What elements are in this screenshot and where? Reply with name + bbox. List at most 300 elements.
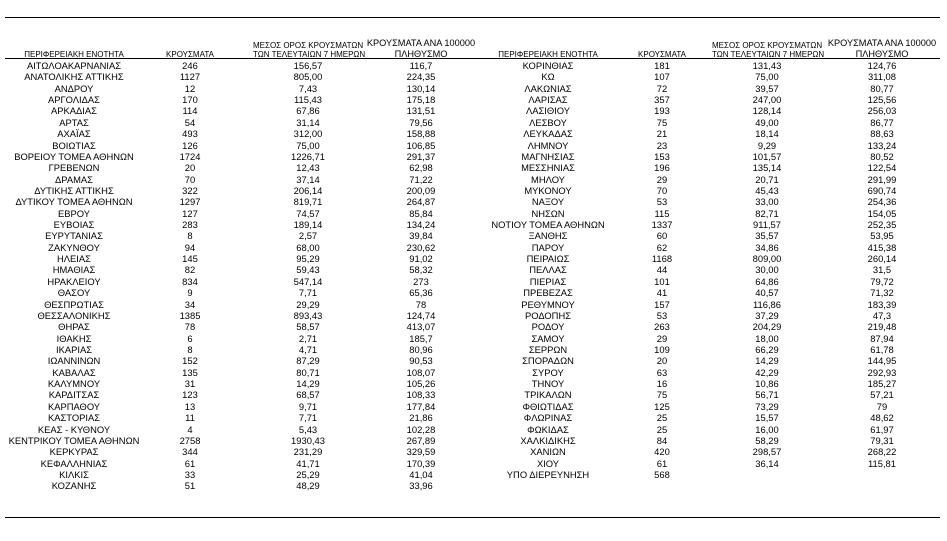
table-row	[480, 196, 942, 207]
region-cell: ΚΑΛΥΜΝΟΥ	[47, 378, 101, 390]
right-table-body	[480, 60, 942, 480]
table-row	[5, 128, 480, 139]
region-cell: ΖΑΚΥΝΘΟΥ	[48, 241, 100, 253]
per100k-cell: 79,72	[870, 275, 894, 287]
cases-cell: 263	[654, 321, 670, 333]
avg7-cell: 75,00	[755, 71, 779, 83]
region-cell: ΛΑΚΩΝΙΑΣ	[524, 82, 572, 94]
cases-cell: 123	[182, 389, 198, 401]
cases-cell: 20	[184, 162, 196, 174]
avg7-cell: 819,71	[293, 196, 323, 208]
cases-cell: 63	[656, 366, 668, 378]
avg7-cell: 116,86	[753, 298, 781, 310]
avg7-cell: 58,29	[755, 434, 779, 446]
table-row	[480, 333, 942, 344]
avg7-cell: 547,14	[293, 275, 323, 287]
per100k-cell: 690,74	[867, 184, 897, 196]
table-row	[480, 389, 942, 400]
region-cell: ΚΕΑΣ - ΚΥΘΝΟΥ	[37, 423, 111, 435]
table-row	[5, 321, 480, 332]
region-cell: ΗΡΑΚΛΕΙΟΥ	[47, 275, 101, 287]
cases-cell: 84	[656, 434, 668, 446]
per100k-cell: 291,37	[406, 150, 436, 162]
region-cell: ΚΙΛΚΙΣ	[59, 468, 89, 480]
avg7-cell: 805,00	[293, 71, 323, 83]
cases-cell: 29	[656, 173, 668, 185]
per100k-cell: 130,14	[406, 82, 436, 94]
cases-cell: 70	[184, 173, 196, 185]
cases-cell: 1127	[179, 71, 201, 83]
right-table-header	[480, 38, 942, 60]
avg7-cell: 87,29	[296, 355, 320, 367]
region-cell: ΑΙΤΩΛΟΑΚΑΡΝΑΝΙΑΣ	[26, 60, 122, 71]
avg7-cell: 128,14	[752, 105, 782, 117]
per100k-cell: 291,99	[867, 173, 897, 185]
avg7-cell: 68,00	[296, 241, 320, 253]
per100k-cell: 61,97	[870, 423, 894, 435]
per100k-cell: 53,95	[870, 230, 894, 242]
per100k-cell: 252,35	[867, 219, 897, 231]
table-row	[480, 367, 942, 378]
bottom-rule	[5, 517, 940, 518]
region-cell: ΛΑΡΙΣΑΣ	[528, 94, 568, 106]
table-row	[5, 367, 480, 378]
avg7-cell: 45,43	[755, 184, 779, 196]
cases-cell: 61	[656, 457, 668, 469]
table-row	[5, 458, 480, 469]
region-cell: ΙΩΑΝΝΙΝΩΝ	[47, 355, 101, 367]
per100k-cell: 158,88	[406, 128, 436, 140]
cases-cell: 53	[656, 309, 668, 321]
per100k-cell: 175,18	[406, 94, 436, 106]
cases-cell: 78	[184, 321, 196, 333]
cases-cell: 420	[654, 446, 670, 458]
region-cell: ΣΠΟΡΑΔΩΝ	[522, 355, 574, 367]
per100k-cell: 256,03	[867, 105, 897, 117]
table-row	[480, 310, 942, 321]
cases-cell: 1724	[179, 150, 201, 162]
per100k-cell: 144,95	[867, 355, 897, 367]
table-row	[5, 389, 480, 400]
table-row	[5, 196, 480, 207]
avg7-cell: 5,43	[298, 423, 318, 435]
per100k-cell: 273	[413, 275, 429, 287]
avg7-cell: 893,43	[293, 309, 323, 321]
table-row	[5, 105, 480, 116]
region-cell: ΡΟΔΟΥ	[531, 321, 565, 333]
per100k-cell: 415,38	[867, 241, 897, 253]
cases-cell: 61	[184, 457, 196, 469]
header-per-100k	[365, 38, 477, 60]
region-cell: ΛΗΜΝΟΥ	[527, 139, 569, 151]
region-cell: ΕΥΒΟΙΑΣ	[53, 219, 95, 231]
avg7-cell: 204,29	[752, 321, 782, 333]
per100k-cell: 264,87	[406, 196, 436, 208]
per100k-cell: 125,56	[867, 94, 897, 106]
region-cell: ΗΜΑΘΙΑΣ	[52, 264, 96, 276]
cases-cell: 16	[656, 378, 668, 390]
avg7-cell: 31,14	[296, 116, 320, 128]
per100k-cell: 90,53	[409, 355, 433, 367]
table-row	[5, 117, 480, 128]
region-cell: ΜΥΚΟΝΟΥ	[524, 184, 572, 196]
header-avg-7-days	[253, 40, 366, 60]
per100k-cell: 80,52	[870, 150, 894, 162]
cases-cell: 196	[654, 162, 670, 174]
cases-cell: 246	[182, 60, 198, 71]
cases-cell: 34	[184, 298, 196, 310]
avg7-cell: 15,57	[755, 412, 779, 424]
region-cell: ΕΥΡΥΤΑΝΙΑΣ	[45, 230, 103, 242]
table-row	[5, 378, 480, 389]
avg7-cell: 68,57	[296, 389, 320, 401]
table-row	[480, 287, 942, 298]
cases-cell: 152	[182, 355, 198, 367]
region-cell: ΗΛΕΙΑΣ	[57, 253, 91, 265]
per100k-cell: 79	[876, 400, 888, 412]
table-row	[480, 424, 942, 435]
avg7-cell: 56,71	[755, 389, 779, 401]
region-cell: ΑΡΤΑΣ	[59, 116, 89, 128]
table-row	[480, 264, 942, 275]
region-cell: ΡΟΔΟΠΗΣ	[524, 309, 572, 321]
region-cell: ΛΕΥΚΑΔΑΣ	[523, 128, 573, 140]
avg7-cell: 4,71	[298, 343, 318, 355]
cases-cell: 344	[182, 446, 198, 458]
region-cell: ΔΡΑΜΑΣ	[55, 173, 93, 185]
per100k-cell: 86,77	[870, 116, 894, 128]
cases-cell: 31	[184, 378, 196, 390]
cases-cell: 135	[182, 366, 198, 378]
avg7-cell: 39,57	[755, 82, 779, 94]
header-avg-7-days-line1: ΜΕΣΟΣ ΟΡΟΣ ΚΡΟΥΣΜΑΤΩΝ	[253, 40, 364, 50]
header-region: ΠΕΡΙΦΕΡΕΙΑΚΗ ΕΝΟΤΗΤΑ	[498, 50, 598, 60]
region-cell: ΠΑΡΟΥ	[531, 241, 565, 253]
avg7-cell: 156,57	[293, 60, 323, 71]
region-cell: ΚΟΡΙΝΘΙΑΣ	[522, 60, 574, 71]
per100k-cell: 31,5	[872, 264, 892, 276]
header-avg-7-days-line1: ΜΕΣΟΣ ΟΡΟΣ ΚΡΟΥΣΜΑΤΩΝ	[712, 40, 823, 50]
region-cell: ΣΑΜΟΥ	[531, 332, 565, 344]
avg7-cell: 80,71	[296, 366, 320, 378]
table-row	[480, 446, 942, 457]
region-cell: ΓΡΕΒΕΝΩΝ	[48, 162, 100, 174]
per100k-cell: 106,85	[406, 139, 436, 151]
table-row	[5, 310, 480, 321]
per100k-cell: 41,04	[409, 468, 433, 480]
per100k-cell: 292,93	[867, 366, 897, 378]
cases-cell: 115	[654, 207, 670, 219]
cases-cell: 21	[656, 128, 668, 140]
cases-cell: 4	[187, 423, 193, 435]
table-row	[480, 242, 942, 253]
per100k-cell: 105,26	[406, 378, 436, 390]
avg7-cell: 312,00	[293, 128, 323, 140]
avg7-cell: 30,00	[755, 264, 779, 276]
region-cell: ΜΗΛΟΥ	[531, 173, 565, 185]
table-row	[5, 71, 480, 82]
cases-cell: 2758	[179, 434, 201, 446]
per100k-cell: 62,98	[409, 162, 433, 174]
avg7-cell: 16,00	[755, 423, 779, 435]
region-cell: ΑΡΓΟΛΙΔΑΣ	[48, 94, 100, 106]
avg7-cell: 64,86	[755, 275, 779, 287]
table-row	[480, 401, 942, 412]
region-cell: ΜΑΓΝΗΣΙΑΣ	[521, 150, 575, 162]
table-row	[480, 71, 942, 82]
left-table-header	[5, 38, 480, 60]
avg7-cell: 131,43	[752, 60, 782, 71]
per100k-cell: 21,86	[409, 412, 433, 424]
table-row	[480, 83, 942, 94]
per100k-cell: 260,14	[867, 253, 897, 265]
per100k-cell: 61,78	[870, 343, 894, 355]
cases-cell: 1337	[651, 219, 673, 231]
region-cell: ΞΑΝΘΗΣ	[528, 230, 568, 242]
table-row	[5, 480, 480, 491]
header-cases: ΚΡΟΥΣΜΑΤΑ	[638, 50, 686, 60]
table-row	[5, 94, 480, 105]
avg7-cell: 2,57	[298, 230, 318, 242]
region-cell: ΠΡΕΒΕΖΑΣ	[523, 287, 573, 299]
avg7-cell: 20,71	[755, 173, 779, 185]
region-cell: ΚΑΡΔΙΤΣΑΣ	[48, 389, 100, 401]
cases-cell: 11	[185, 412, 195, 424]
cases-cell: 127	[182, 207, 198, 219]
avg7-cell: 66,29	[755, 343, 779, 355]
avg7-cell: 73,29	[755, 400, 779, 412]
table-row	[5, 219, 480, 230]
table-row	[480, 117, 942, 128]
table-row	[5, 242, 480, 253]
region-cell: ΣΕΡΡΩΝ	[528, 343, 568, 355]
avg7-cell: 135,14	[752, 162, 782, 174]
cases-cell: 12	[184, 82, 196, 94]
cases-cell: 72	[656, 82, 668, 94]
table-row	[480, 230, 942, 241]
table-row	[5, 185, 480, 196]
per100k-cell: 185,7	[409, 332, 433, 344]
per100k-cell: 33,96	[409, 480, 433, 492]
cases-cell: 25	[656, 423, 668, 435]
table-row	[5, 355, 480, 366]
cases-cell: 41	[656, 287, 668, 299]
region-cell: ΧΑΝΙΩΝ	[530, 446, 566, 458]
table-row	[480, 94, 942, 105]
avg7-cell: 9,29	[757, 139, 777, 151]
cases-cell: 107	[654, 71, 670, 83]
table-row	[5, 174, 480, 185]
region-cell: ΑΧΑΪΑΣ	[57, 128, 91, 140]
avg7-cell: 7,71	[298, 412, 318, 424]
per100k-cell: 311,08	[868, 71, 896, 83]
region-cell: ΕΒΡΟΥ	[57, 207, 90, 219]
avg7-cell: 1930,43	[291, 434, 325, 446]
avg7-cell: 231,29	[293, 446, 323, 458]
per100k-cell: 200,09	[406, 184, 436, 196]
cases-cell: 153	[654, 150, 670, 162]
region-cell: ΛΕΣΒΟΥ	[529, 116, 567, 128]
table-row	[5, 230, 480, 241]
avg7-cell: 2,71	[298, 332, 318, 344]
cases-cell: 568	[654, 468, 670, 480]
cases-cell: 44	[656, 264, 668, 276]
avg7-cell: 14,29	[755, 355, 779, 367]
per100k-cell: 47,3	[872, 309, 892, 321]
table-row	[5, 424, 480, 435]
table-row	[5, 412, 480, 423]
header-per-100k-line1: ΚΡΟΥΣΜΑΤΑ ΑΝΑ 100000	[366, 38, 476, 48]
per100k-cell: 115,81	[868, 457, 896, 469]
region-cell: ΛΑΣΙΘΙΟΥ	[525, 105, 571, 117]
cases-cell: 193	[654, 105, 670, 117]
header-avg-7-days-line2: ΤΩΝ ΤΕΛΕΥΤΑΙΩΝ 7 ΗΜΕΡΩΝ	[253, 50, 366, 60]
cases-cell: 322	[182, 184, 198, 196]
cases-cell: 126	[182, 139, 198, 151]
region-cell: ΘΑΣΟΥ	[57, 287, 91, 299]
cases-cell: 8	[187, 343, 193, 355]
per100k-cell: 102,28	[406, 423, 436, 435]
region-cell: ΧΑΛΚΙΔΙΚΗΣ	[520, 434, 576, 446]
region-cell: ΘΕΣΣΑΛΟΝΙΚΗΣ	[37, 309, 111, 321]
table-row	[480, 344, 942, 355]
cases-cell: 94	[184, 241, 196, 253]
per100k-cell: 413,07	[406, 321, 436, 333]
table-row	[5, 287, 480, 298]
region-cell: ΤΡΙΚΑΛΩΝ	[524, 389, 572, 401]
table-row	[5, 83, 480, 94]
avg7-cell: 809,00	[752, 253, 782, 265]
avg7-cell: 206,14	[293, 184, 323, 196]
avg7-cell: 911,57	[753, 219, 781, 231]
avg7-cell: 7,71	[298, 287, 318, 299]
table-row	[480, 458, 942, 469]
table-row	[480, 105, 942, 116]
per100k-cell: 57,21	[870, 389, 894, 401]
table-row	[480, 299, 942, 310]
per100k-cell: 170,39	[406, 457, 436, 469]
per100k-cell: 177,84	[406, 400, 436, 412]
table-row	[5, 162, 480, 173]
avg7-cell: 58,57	[296, 321, 320, 333]
table-row	[5, 276, 480, 287]
per100k-cell: 85,84	[409, 207, 433, 219]
avg7-cell: 25,29	[296, 468, 320, 480]
avg7-cell: 37,14	[296, 173, 320, 185]
header-per-100k-line2: ΠΛΗΘΥΣΜΟ	[394, 49, 448, 59]
per100k-cell: 80,96	[409, 343, 433, 355]
per100k-cell: 79,56	[409, 116, 433, 128]
region-cell: ΚΑΡΠΑΘΟΥ	[47, 400, 101, 412]
avg7-cell: 33,00	[755, 196, 779, 208]
cases-cell: 357	[654, 94, 670, 106]
cases-cell: 114	[182, 105, 198, 117]
per100k-cell: 254,36	[867, 196, 897, 208]
region-cell: ΚΩ	[541, 71, 555, 83]
region-cell: ΣΥΡΟΥ	[532, 366, 564, 378]
table-row	[480, 321, 942, 332]
avg7-cell: 82,71	[755, 207, 779, 219]
table-row	[480, 208, 942, 219]
region-cell: ΔΥΤΙΚΗΣ ΑΤΤΙΚΗΣ	[34, 184, 114, 196]
avg7-cell: 34,86	[755, 241, 779, 253]
region-cell: ΧΙΟΥ	[536, 457, 560, 469]
cases-cell: 29	[656, 332, 668, 344]
avg7-cell: 247,00	[752, 94, 782, 106]
per100k-cell: 124,74	[406, 309, 436, 321]
header-per-100k-line1: ΚΡΟΥΣΜΑΤΑ ΑΝΑ 100000	[827, 38, 937, 48]
table-row	[480, 162, 942, 173]
cases-cell: 1297	[179, 196, 201, 208]
cases-cell: 75	[656, 116, 668, 128]
avg7-cell: 67,86	[296, 105, 320, 117]
per100k-cell: 80,77	[870, 82, 894, 94]
cases-cell: 25	[656, 412, 668, 424]
header-cases: ΚΡΟΥΣΜΑΤΑ	[166, 50, 214, 60]
per100k-cell: 131,51	[406, 105, 436, 117]
region-cell: ΑΝΔΡΟΥ	[54, 82, 94, 94]
per100k-cell: 268,22	[867, 446, 897, 458]
avg7-cell: 48,29	[296, 480, 320, 492]
table-row	[480, 412, 942, 423]
cases-cell: 9	[187, 287, 193, 299]
region-cell: ΦΛΩΡΙΝΑΣ	[523, 412, 573, 424]
region-cell: ΝΗΣΩΝ	[531, 207, 565, 219]
per100k-cell: 122,54	[867, 162, 897, 174]
region-cell: ΝΑΞΟΥ	[531, 196, 565, 208]
table-row	[480, 355, 942, 366]
avg7-cell: 75,00	[296, 139, 320, 151]
per100k-cell: 108,33	[406, 389, 436, 401]
right-table	[480, 38, 942, 480]
cases-cell: 13	[184, 400, 196, 412]
table-row	[5, 253, 480, 264]
avg7-cell: 29,29	[296, 298, 320, 310]
cases-cell: 33	[184, 468, 196, 480]
region-cell: ΚΕΡΚΥΡΑΣ	[49, 446, 99, 458]
left-table	[5, 38, 480, 492]
cases-cell: 101	[654, 275, 670, 287]
header-region: ΠΕΡΙΦΕΡΕΙΑΚΗ ΕΝΟΤΗΤΑ	[24, 50, 124, 60]
region-cell: ΚΕΦΑΛΛΗΝΙΑΣ	[40, 457, 108, 469]
cases-cell: 125	[654, 400, 670, 412]
region-cell: ΚΟΖΑΝΗΣ	[51, 480, 97, 492]
per100k-cell: 116,7	[409, 60, 433, 71]
avg7-cell: 7,43	[298, 82, 318, 94]
cases-cell: 283	[182, 219, 198, 231]
table-row	[5, 446, 480, 457]
table-row	[480, 128, 942, 139]
cases-cell: 157	[654, 298, 670, 310]
per100k-cell: 224,35	[406, 71, 436, 83]
region-cell: ΒΟΙΩΤΙΑΣ	[52, 139, 96, 151]
region-cell: ΘΗΡΑΣ	[58, 321, 90, 333]
avg7-cell: 18,14	[755, 128, 779, 140]
per100k-cell: 78	[415, 298, 427, 310]
per100k-cell: 58,32	[409, 264, 433, 276]
table-row	[5, 140, 480, 151]
per100k-cell: 71,32	[870, 287, 894, 299]
avg7-cell: 298,57	[752, 446, 782, 458]
per100k-cell: 134,24	[406, 219, 436, 231]
cases-cell: 109	[654, 343, 670, 355]
avg7-cell: 42,29	[755, 366, 779, 378]
avg7-cell: 49,00	[755, 116, 779, 128]
table-row	[5, 333, 480, 344]
per100k-cell: 39,84	[409, 230, 433, 242]
avg7-cell: 14,29	[296, 378, 320, 390]
avg7-cell: 18,00	[755, 332, 779, 344]
